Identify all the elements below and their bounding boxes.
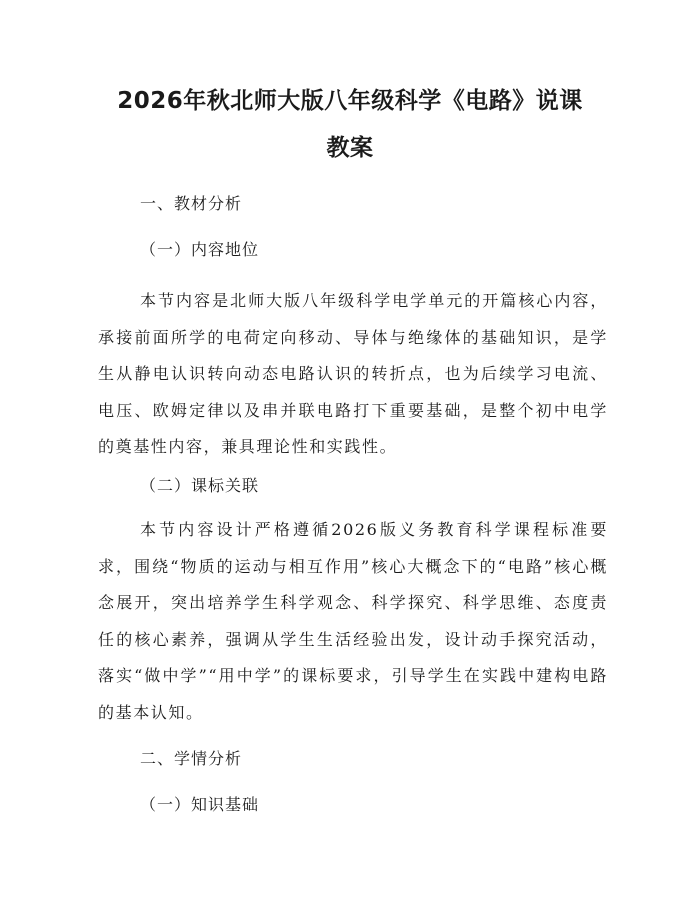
subsection-heading-knowledge-base: （一）知识基础 [140, 795, 260, 814]
section-heading-learner-analysis: 二、学情分析 [140, 749, 243, 768]
subsection-heading-curriculum-link: （二）课标关联 [140, 476, 260, 495]
document-title-line-2: 教案 [326, 135, 374, 161]
document-title-line-1: 2026年秋北师大版八年级科学《电路》说课 [117, 88, 583, 114]
paragraph-content-position: 本节内容是北师大版八年级科学电学单元的开篇核心内容，承接前面所学的电荷定向移动、导体与绝缘体的基础知识，是学生从静电认识转向动态电路认识的转折点，也为后续学习电流、电压、欧姆定律以及串并联电路打下重要基础，是整个初中电学的奠基性内容，兼具理论性和实践性。 [98, 291, 608, 456]
section-heading-textbook-analysis: 一、教材分析 [140, 194, 243, 213]
paragraph-curriculum-link: 本节内容设计严格遵循2026版义务教育科学课程标准要求，围绕“物质的运动与相互作用”核心大概念下的“电路”核心概念展开，突出培养学生科学观念、科学探究、科学思维、态度责任的核心素养，强调从学生生活经验出发，设计动手探究活动，落实“做中学”“用中学”的课标要求，引导学生在实践中建构电路的基本认知。 [98, 520, 608, 722]
subsection-heading-content-position: （一）内容地位 [140, 240, 260, 259]
